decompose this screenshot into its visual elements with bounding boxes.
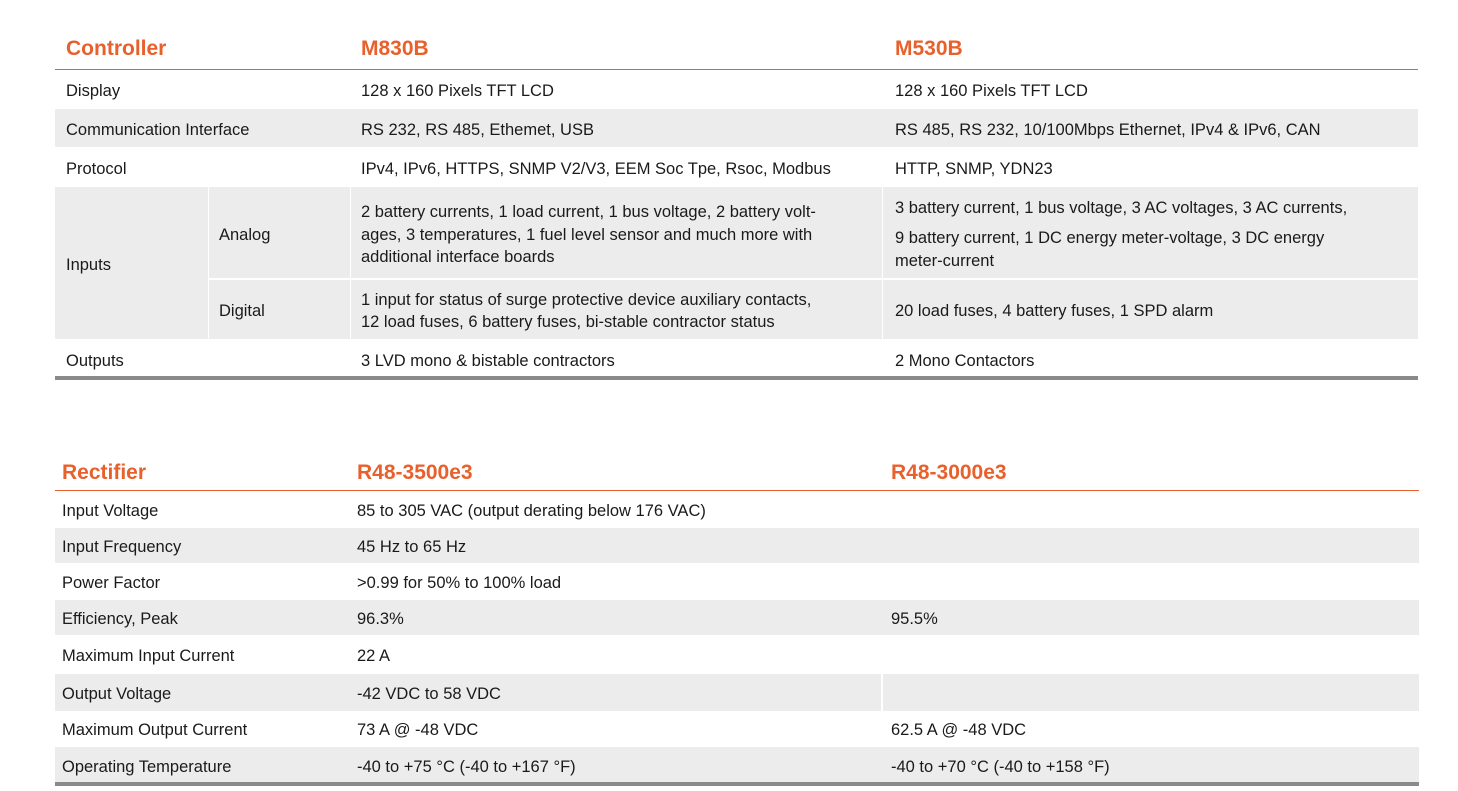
value-r48-3000e3: 95.5% [891,610,938,628]
value-r48-3500e3: 22 A [357,647,391,665]
value-r48-3500e3: -40 to +75 °C (-40 to +167 °F) [357,758,576,776]
value-r48-3500e3: >0.99 for 50% to 100% load [357,574,562,592]
rectifier-header-label: Rectifier [62,461,147,484]
column-divider [882,187,883,339]
row-label: Input Voltage [62,502,159,520]
row-label: Maximum Input Current [62,647,235,665]
analog-m830b-line-1: 2 battery currents, 1 load current, 1 bus voltage, 2 battery volt- [361,203,816,221]
column-divider [881,674,883,711]
row-label: Protocol [66,160,127,178]
controller-model-a: M830B [361,37,429,60]
value-r48-3000e3: -40 to +70 °C (-40 to +158 °F) [891,758,1110,776]
row-label: Operating Temperature [62,758,232,776]
row-label: Output Voltage [62,685,172,703]
value-r48-3500e3: 96.3% [357,610,404,628]
row-label: Maximum Output Current [62,721,248,739]
analog-m830b-line-2: ages, 3 temperatures, 1 fuel level sensor and much more with [361,226,813,244]
digital-m530b: 20 load fuses, 4 battery fuses, 1 SPD alarm [895,302,1214,320]
digital-m830b-line-2: 12 load fuses, 6 battery fuses, bi-stable contractor status [361,313,775,331]
digital-m830b-line-1: 1 input for status of surge protective device auxiliary contacts, [361,291,812,309]
value-r48-3500e3: 85 to 305 VAC (output derating below 176 VAC) [357,502,706,520]
controller-header-label: Controller [66,37,167,60]
value-r48-3000e3: 62.5 A @ -48 VDC [891,721,1027,739]
analog-m530b-line-1: 3 battery current, 1 bus voltage, 3 AC voltages, 3 AC currents, [895,199,1348,217]
rectifier-model-a: R48-3500e3 [357,461,473,484]
row-label: Efficiency, Peak [62,610,178,628]
table-row-shade [55,528,1419,563]
rectifier-model-b: R48-3000e3 [891,461,1007,484]
value-m530b: HTTP, SNMP, YDN23 [895,160,1053,178]
row-label: Communication Interface [66,121,250,139]
value-m830b: IPv4, IPv6, HTTPS, SNMP V2/V3, EEM Soc Tpe, Rsoc, Modbus [361,160,831,178]
column-divider [350,187,351,339]
analog-m830b-line-3: additional interface boards [361,248,555,266]
value-r48-3500e3: -42 VDC to 58 VDC [357,685,501,703]
analog-label: Analog [219,226,271,244]
value-m530b: 128 x 160 Pixels TFT LCD [895,82,1088,100]
controller-model-b: M530B [895,37,963,60]
row-label: Display [66,82,121,100]
value-m830b: 3 LVD mono & bistable contractors [361,352,615,370]
inputs-label: Inputs [66,256,111,274]
row-label: Input Frequency [62,538,182,556]
value-r48-3500e3: 45 Hz to 65 Hz [357,538,467,556]
analog-m530b-line-3: meter-current [895,252,995,270]
column-divider [208,187,209,339]
value-m830b: RS 232, RS 485, Ethemet, USB [361,121,594,139]
controller-header-rule [55,69,1418,70]
value-r48-3500e3: 73 A @ -48 VDC [357,721,479,739]
value-m830b: 128 x 160 Pixels TFT LCD [361,82,554,100]
table-row-shade [55,600,1419,635]
value-m530b: RS 485, RS 232, 10/100Mbps Ethernet, IPv4 & IPv6, CAN [895,121,1321,139]
digital-label: Digital [219,302,265,320]
controller-bottom-rule [55,376,1418,380]
table-row-shade [55,674,1419,711]
table-row-shade [55,747,1419,782]
rectifier-bottom-rule [55,782,1419,786]
analog-m530b-line-2: 9 battery current, 1 DC energy meter-voltage, 3 DC energy [895,229,1325,247]
subrow-divider [208,278,1418,280]
row-label: Power Factor [62,574,161,592]
row-label: Outputs [66,352,124,370]
rectifier-header-rule [55,490,1419,491]
value-m530b: 2 Mono Contactors [895,352,1035,370]
